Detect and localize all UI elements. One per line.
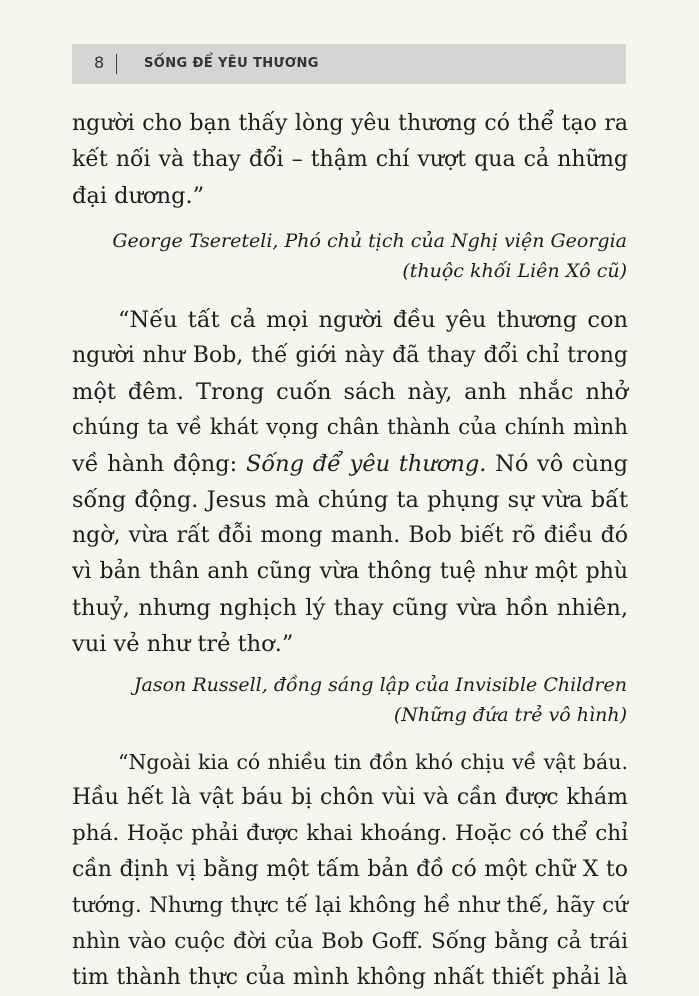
text-line: người như Bob, thế giới này đã thay đổi chỉ trong	[72, 343, 628, 368]
text-line: thuỷ, nhưng nghịch lý thay cũng vừa hồn nhiên,	[72, 595, 628, 621]
attribution-name: Jason Russell, đồng sáng lập của Invisible Children	[133, 674, 627, 696]
text-line: vui vẻ như trẻ thơ.”	[72, 631, 294, 657]
attribution-note: (Những đứa trẻ vô hình)	[393, 704, 627, 726]
attribution-name: George Tsereteli, Phó chủ tịch của Nghị viện Georgia	[112, 230, 627, 252]
quote-2-body	[72, 302, 628, 662]
text-line: ngờ, vừa rất đỗi mong manh. Bob biết rõ điều đó	[72, 523, 628, 548]
quote-1-attribution	[71, 226, 627, 286]
running-header	[72, 44, 626, 84]
text-line: sống động. Jesus mà chúng ta phụng sự vừa bất	[72, 487, 628, 513]
quote-2-attribution	[71, 670, 627, 730]
text-line: vì bản thân anh cũng vừa thông tuệ như một phù	[72, 559, 628, 584]
quote-3-body	[72, 744, 628, 996]
text-line: nhìn vào cuộc đời của Bob Goff. Sống bằng cả trái	[72, 929, 628, 954]
page-number: 8	[94, 53, 105, 72]
book-title: Sống để yêu thương.	[245, 451, 487, 477]
text-run: về hành động:	[72, 451, 246, 477]
text-line: “Nếu tất cả mọi người đều yêu thương con	[118, 307, 628, 333]
text-line: người cho bạn thấy lòng yêu thương có thể tạo ra	[72, 111, 628, 136]
text-line: một đêm. Trong cuốn sách này, anh nhắc nhở	[72, 379, 628, 405]
attribution-note: (thuộc khối Liên Xô cũ)	[402, 260, 627, 282]
text-line: “Ngoài kia có nhiều tin đồn khó chịu về vật báu.	[118, 750, 628, 774]
running-title: SỐNG ĐỂ YÊU THƯƠNG	[144, 56, 319, 71]
text-line: Hầu hết là vật báu bị chôn vùi và cần được khám	[72, 785, 628, 810]
text-line: đại dương.”	[72, 183, 205, 209]
header-divider	[116, 54, 117, 74]
text-line: phá. Hoặc phải được khai khoáng. Hoặc có thể chỉ	[72, 821, 628, 846]
text-line: chúng ta về khát vọng chân thành của chính mình	[72, 415, 628, 440]
text-line: cần định vị bằng một tấm bản đồ có một chữ X to	[72, 857, 628, 882]
text-line-with-title	[72, 446, 628, 482]
text-line: tướng. Nhưng thực tế lại không hề như thế, hãy cứ	[72, 893, 628, 918]
text-line: tim thành thực của mình không nhất thiết phải là	[72, 965, 628, 990]
text-line: kết nối và thay đổi – thậm chí vượt qua cả những	[72, 147, 628, 172]
quote-1-body	[72, 106, 628, 214]
text-run: Nó vô cùng	[486, 451, 628, 477]
